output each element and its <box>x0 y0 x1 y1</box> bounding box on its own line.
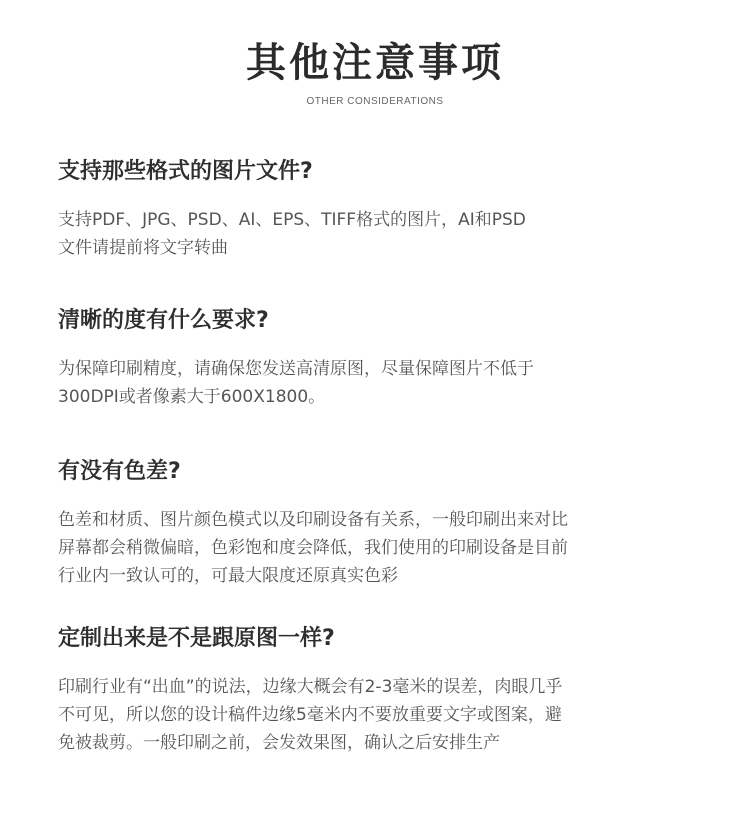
faq-answer-line: 300DPI或者像素大于600X1800。 <box>58 387 326 407</box>
faq-answer-line: 行业内一致认可的，可最大限度还原真实色彩 <box>58 566 398 586</box>
faq-answer <box>58 506 708 590</box>
faq-answer-line: 印刷行业有“出血”的说法，边缘大概会有2-3毫米的误差，肉眼几乎 <box>58 677 563 697</box>
faq-section-custom-vs-original <box>58 625 708 757</box>
faq-section-formats <box>58 158 708 262</box>
faq-question: 清晰的度有什么要求? <box>58 308 269 333</box>
page-subtitle: OTHER CONSIDERATIONS <box>306 96 444 107</box>
page-title: 其他注意事项 <box>246 40 504 86</box>
faq-answer <box>58 673 708 757</box>
faq-question: 支持那些格式的图片文件? <box>58 159 313 184</box>
faq-question: 定制出来是不是跟原图一样? <box>58 626 335 651</box>
faq-question: 有没有色差? <box>58 459 181 484</box>
faq-answer-line: 文件请提前将文字转曲 <box>58 238 228 258</box>
faq-answer-line: 支持PDF、JPG、PSD、AI、EPS、TIFF格式的图片，AI和PSD <box>58 210 526 230</box>
faq-answer-line: 色差和材质、图片颜色模式以及印刷设备有关系，一般印刷出来对比 <box>58 510 568 530</box>
faq-answer-line: 屏幕都会稍微偏暗，色彩饱和度会降低，我们使用的印刷设备是目前 <box>58 538 568 558</box>
faq-answer <box>58 206 708 262</box>
faq-answer-line: 不可见，所以您的设计稿件边缘5毫米内不要放重要文字或图案，避 <box>58 705 562 725</box>
faq-section-color-difference <box>58 458 708 590</box>
faq-answer-line: 为保障印刷精度，请确保您发送高清原图，尽量保障图片不低于 <box>58 359 534 379</box>
faq-section-resolution <box>58 307 708 411</box>
faq-answer <box>58 355 708 411</box>
faq-answer-line: 免被裁剪。一般印刷之前，会发效果图，确认之后安排生产 <box>58 733 500 753</box>
header <box>0 38 750 108</box>
